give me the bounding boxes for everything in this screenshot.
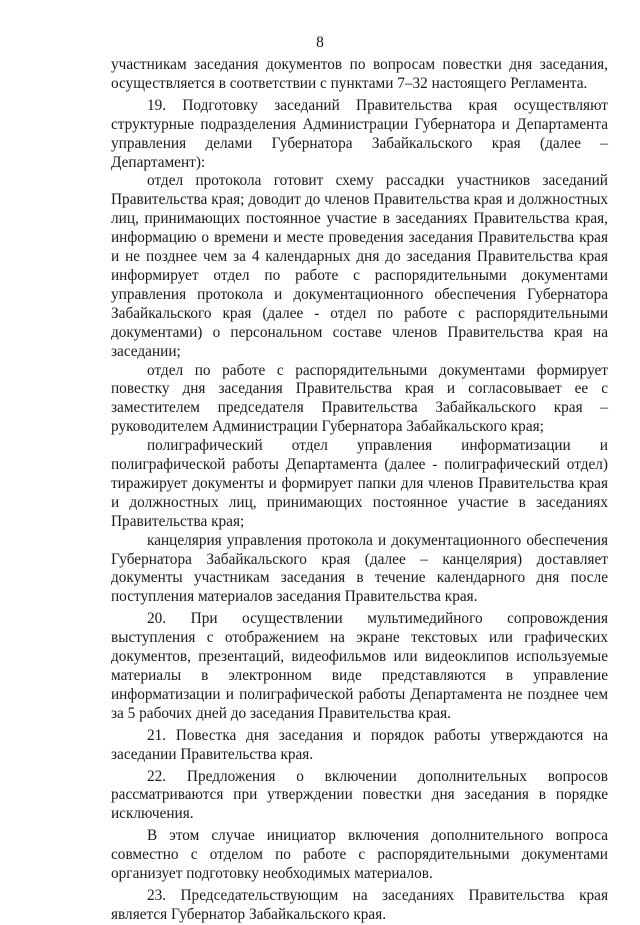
paragraph-item-20: 20. При осуществлении мультимедийного сопровождения выступления с отображением на экране текстовых или графических документов, презентаций, видеофильмов или видеоклипов используемые материалы в электронном виде представляются в управление информатизации и полиграфической работы Департамента не позднее чем за 5 рабочих дней до заседания Правительства края.: [111, 610, 608, 722]
paragraph-item-21: 21. Повестка дня заседания и порядок работы утверждаются на заседании Правительства края.: [111, 726, 608, 763]
paragraph-item-22: 22. Предложения о включении дополнительных вопросов рассматриваются при утверждении повестки дня заседания в порядке исключения.: [111, 767, 608, 823]
paragraph-printing-department: полиграфический отдел управления информатизации и полиграфической работы Департамента (далее - полиграфический отдел) тиражирует документы и формирует папки для членов Правительства края и должностных лиц, принимающих постоянное участие в заседаниях Правительства края;: [111, 437, 608, 530]
page-number: 8: [316, 34, 324, 51]
paragraph-item-23: 23. Председательствующим на заседаниях Правительства края является Губернатор Забайкальского края.: [111, 886, 608, 923]
paragraph-orders-department: отдел по работе с распорядительными документами формирует повестку дня заседания Правительства края и согласовывает ее с заместителем председателя Правительства Забайкальского края – руководителем Администрации Губернатора Забайкальского края;: [111, 361, 608, 436]
document-body: [111, 56, 608, 925]
paragraph-additional-question: В этом случае инициатор включения дополнительного вопроса совместно с отделом по работе с распорядительными документами организует подготовку необходимых материалов.: [111, 827, 608, 883]
paragraph-continuation: участникам заседания документов по вопросам повестки дня заседания, осуществляется в соответствии с пунктами 7–32 настоящего Регламента.: [111, 56, 608, 92]
paragraph-item-19: 19. Подготовку заседаний Правительства края осуществляют структурные подразделения Администрации Губернатора и Департамента управления делами Губернатора Забайкальского края (далее – Департамент):: [111, 96, 608, 171]
paragraph-protocol-department: отдел протокола готовит схему рассадки участников заседаний Правительства края; доводит до членов Правительства края и должностных лиц, принимающих постоянное участие в заседаниях Правительства края, информацию о времени и месте проведения заседания Правительства края и не позднее чем за 4 календарных дня до заседания Правительства края информирует отдел по работе с распорядительными документами управления протокола и документационного обеспечения Губернатора Забайкальского края (далее - отдел по работе с распорядительными документами) о персональном составе членов Правительства края на заседании;: [111, 172, 608, 360]
paragraph-chancellery: канцелярия управления протокола и документационного обеспечения Губернатора Забайкальского края (далее – канцелярия) доставляет документы участникам заседания в течение календарного дня после поступления материалов заседания Правительства края.: [111, 531, 608, 606]
